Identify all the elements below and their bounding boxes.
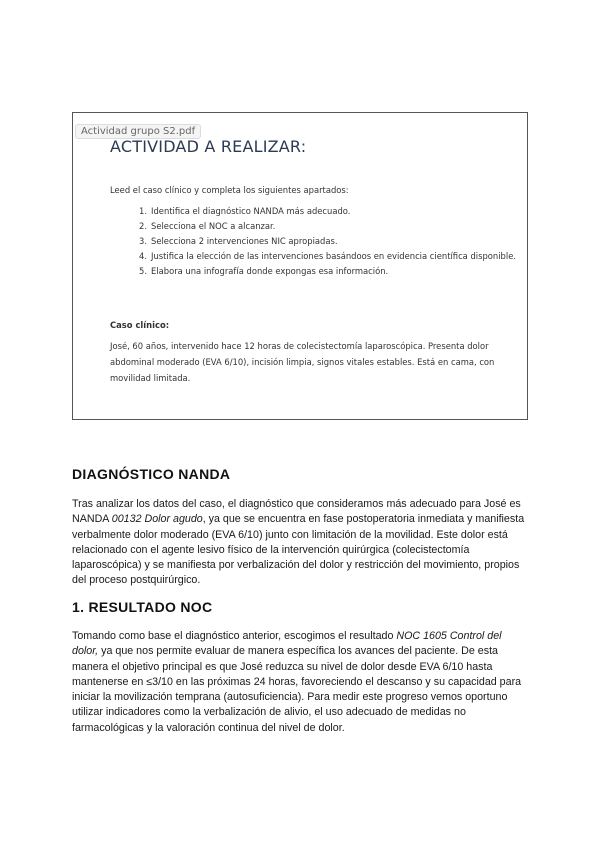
noc-heading: 1. RESULTADO NOC — [72, 599, 213, 615]
list-item: 2. Selecciona el NOC a alcanzar. — [139, 221, 276, 232]
nanda-paragraph: Tras analizar los datos del caso, el diagnóstico que consideramos más adecuado para José es NANDA 00132 Dolor agudo, ya que se encuentra en fase postoperatoria inmediata y manifiesta verbalmente dolor moderado (EVA 6/10) junto con limitación de la movilidad. Este dolor está relacionado con el agente lesivo físico de la intervención quirúrgica (colecistectomía laparoscópica) y se manifiesta por verbalización del dolor y restricción del movimiento, propios del proceso postquirúrgico. — [72, 498, 525, 587]
instructions-text: Leed el caso clínico y completa los siguientes apartados: — [110, 185, 349, 195]
task-list — [139, 206, 519, 281]
list-item: 3. Selecciona 2 intervenciones NIC apropiadas. — [139, 236, 338, 247]
case-text: José, 60 años, intervenido hace 12 horas de colecistectomía laparoscópica. Presenta dolor abdominal moderado (EVA 6/10), incisión limpia, signos vitales estables. Está en cama, con movilidad limitada. — [110, 341, 495, 383]
activity-title: ACTIVIDAD A REALIZAR: — [110, 137, 307, 156]
case-title: Caso clínico: — [110, 320, 170, 330]
nanda-heading: DIAGNÓSTICO NANDA — [72, 466, 231, 482]
noc-paragraph: Tomando como base el diagnóstico anterior, escogimos el resultado NOC 1605 Control del dolor, ya que nos permite evaluar de manera específica los avances del paciente. De esta manera el objetivo principal es que José reduzca su nivel de dolor desde EVA 6/10 hasta mantenerse en ≤3/10 en las próximas 24 horas, favoreciendo el descanso y su capacidad para iniciar la movilización temprana (autosuficiencia). Para medir este progreso vemos oportuno utilizar indicadores como la verbalización de alivio, el uso adecuado de medidas no farmacológicas y la valoración continua del nivel de dolor. — [72, 630, 522, 734]
list-item: 1. Identifica el diagnóstico NANDA más adecuado. — [139, 206, 351, 216]
list-item: 5. Elabora una infografía donde expongas esa información. — [139, 266, 389, 277]
pdf-filename-tab: Actividad grupo S2.pdf — [75, 124, 201, 139]
list-item: 4. Justifica la elección de las intervenciones basándoos en evidencia científica disponible. — [139, 251, 517, 262]
embedded-pdf-screenshot — [72, 112, 528, 420]
